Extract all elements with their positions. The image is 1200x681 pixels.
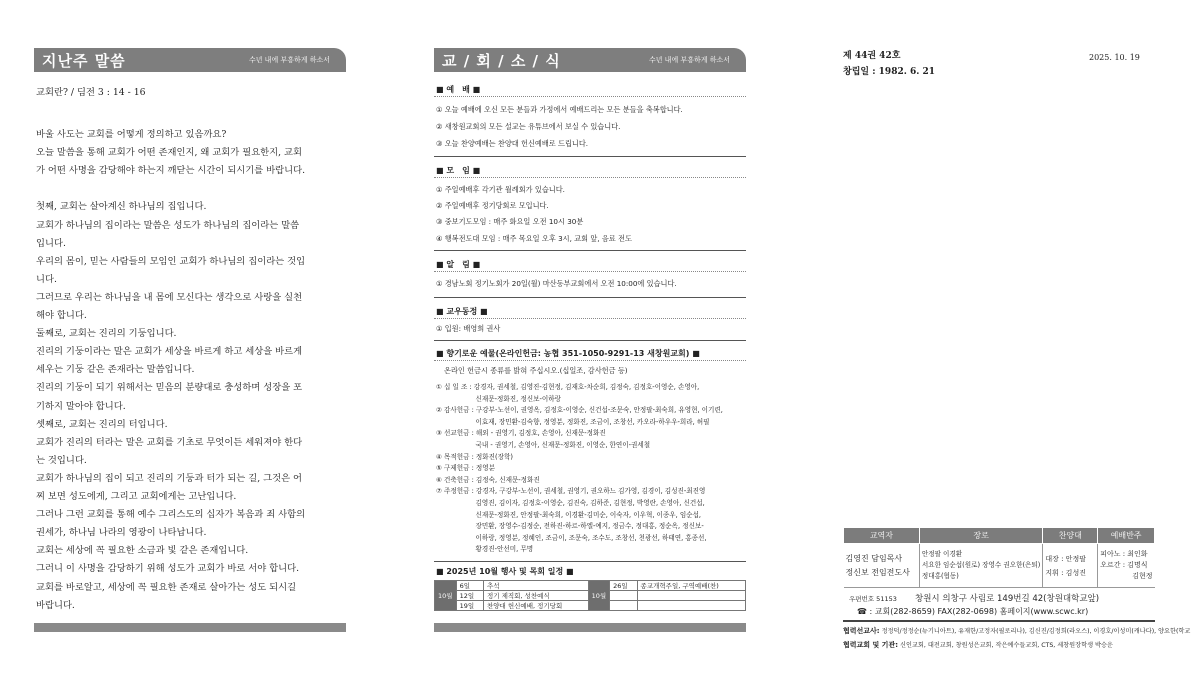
event-text-empty [637,601,745,611]
offering-line: ② 감사헌금 : 구강부-노선이, 권영옥, 김정호-이영순, 신건섭-조문숙, 안정팔-최숙희, 유영현, 이기련, [436,406,723,415]
meeting-heading: ■ 모 임 ■ [436,166,481,175]
offering-line: ⑤ 구제헌금 : 정영분 [436,464,496,473]
clergy-name: 김영진 담임목사 [845,553,903,563]
sermon-line: 교회가 하나님의 집이라는 말씀은 성도가 하나님의 집이라는 말씀 [36,219,300,231]
sermon-line: 해야 합니다. [36,310,87,321]
volume-number: 제 44권 42호 [843,51,901,61]
divider [434,96,746,97]
mission-text: 정정덕/정정순(뉴기니아트), 유재한/고정자(필로리나), 김신진/김정희(라오스), 이경호/이성미(캐나다), 양요한(학교 [881,628,1191,635]
meeting-item: ④ 행복전도대 모임 : 매주 목요일 오후 3시, 교회 앞, 음료 전도 [436,234,632,243]
staff-header: 교역자 [844,528,920,544]
notice-heading: ■ 알 림 ■ [436,260,481,269]
schedule-heading: ■ 2025년 10월 행사 및 목회 일정 ■ [436,567,574,576]
staff-header: 예배반주 [1098,528,1155,544]
schedule-month: 10월 [588,581,610,611]
pianist: 피아노 : 최인화 [1100,550,1148,558]
offering-line: 국내 - 권영기, 손영아, 신재문-정화진, 이영순, 한연이-권세철 [436,441,651,449]
clergy-cell [844,544,920,588]
divider [434,156,746,157]
choir-cell [1043,544,1098,588]
staff-table [843,527,1155,588]
event-text: 찬양대 헌신예배, 정기당회 [483,601,588,611]
church-news-panel [434,48,746,610]
church-contact: ☎ : 교회(282-8659) FAX(282-0698) 홈페이지(www.scwc.kr) [857,607,1089,616]
event-text: 추석 [483,581,588,591]
offering-line: ③ 선교헌금 : 해외 - 권영기, 김정호, 손영아, 신재문-정화진 [436,429,606,438]
worship-item: ③ 오늘 찬양예배는 찬양대 헌신예배로 드립니다. [436,139,589,148]
sermon-line: 그러나 그런 교회를 통해 예수 그리스도의 십자가 복음과 죄 사함의 [36,509,306,521]
sermon-line: 교회가 하나님의 집이 되고 진리의 기둥과 터가 되는 길, 그것은 어 [36,472,303,484]
event-day: 12일 [456,591,483,601]
sermon-reference: 교회란? / 딤전 3 : 14 - 16 [36,87,146,98]
event-day: 6일 [456,581,483,591]
worship-item: ② 새창원교회의 모든 설교는 유튜브에서 보실 수 있습니다. [436,122,621,131]
offering-line: 장민환, 장영수-김정순, 전하진-하르-하엘-예지, 정금수, 정대홍, 정순옥, 정신보- [436,522,704,531]
sermon-line: 바랍니다. [36,599,75,611]
divider [434,561,746,562]
news-header [434,48,746,72]
worship-heading: ■ 예 배 ■ [436,85,481,94]
sermon-header [34,48,346,72]
sermon-line: 권세가, 하나님 나라의 영광이 나타납니다. [36,527,207,539]
event-day-empty [610,591,637,601]
sermon-line: 오늘 말씀을 통해 교회가 어떤 존재인지, 왜 교회가 필요한지, 교회 [36,147,303,159]
organist: 오르간 : 김명식 [1100,561,1148,569]
sermon-line: 우리의 몸이, 믿는 사람들의 모임인 교회가 하나님의 집이라는 것입 [36,255,306,267]
clergy-name: 정신보 전임전도사 [845,567,910,577]
members-heading: ■ 교우동정 ■ [436,307,488,316]
meeting-item: ② 주일예배후 정기당회로 모입니다. [436,201,549,210]
event-day: 19일 [456,601,483,611]
sermon-line: 세우는 기둥 같은 존재라는 말씀입니다. [36,364,195,376]
middle-footer-bar [434,623,746,632]
sermon-panel [34,48,346,611]
sermon-line: 는 것입니다. [36,454,87,466]
meeting-item: ① 주일예배후 각기관 월례회가 있습니다. [436,185,565,194]
offering-line: 김영진, 김이자, 김정호-이영순, 김진숙, 김하준, 김현정, 박영란, 손영아, 신건섭, [436,499,705,507]
divider [434,360,746,361]
bulletin-date: 2025. 10. 19 [1089,53,1140,62]
organist-second: 김현정 [1132,572,1153,580]
divider [434,271,746,272]
sermon-line: 그러니 이 사명을 감당하기 위해 성도가 교회가 바로 서야 합니다. [36,563,300,575]
divider [434,297,746,298]
mission-label: 협력선교사: [843,627,880,635]
divider [434,318,746,319]
sermon-title: 지난주 말씀 [42,52,126,70]
offering-line: ④ 목적헌금 : 정화진(장학) [436,452,513,461]
sermon-line: 진리의 기둥이라는 말은 교회가 세상을 바르게 하고 세상을 바르게 [36,346,303,358]
sermon-line: 진리의 기둥이 되기 위해서는 믿음의 분량대로 충성하며 성장을 포 [36,382,303,394]
notice-item: ① 경남노회 정기노회가 20일(월) 마산동부교회에서 오전 10:00에 있습니다. [436,279,677,288]
accompany-cell [1098,544,1155,588]
sermon-line: 찌 보면 성도에게, 그리고 교회에게는 고난입니다. [36,491,237,502]
sermon-line: 바울 사도는 교회를 어떻게 정의하고 있음까요? [36,129,227,140]
sermon-line: 입니다. [36,237,66,249]
sermon-line: 교회가 진리의 터라는 말은 교회를 기초로 무엇이든 세워져야 한다 [36,436,303,448]
news-title: 교 / 회 / 소 / 식 [442,52,561,70]
sermon-line: 둘째로, 교회는 진리의 기둥입니다. [36,328,177,340]
event-text-empty [637,591,745,601]
postal-code: 우편번호 51153 [849,595,897,603]
elder-names: 정대홍(협동) [921,572,959,580]
schedule-month: 10월 [435,581,457,611]
sermon-subtitle: 수년 내에 부흥하게 하소서 [248,56,330,64]
offering-line: 신재문-정화진, 정신보-이하랑 [436,394,561,403]
staff-header: 장로 [919,528,1043,544]
founding-date: 창립일 : 1982. 6. 21 [843,67,936,77]
partner-label: 협력교회 및 기관: [843,641,899,649]
schedule-table [434,580,746,611]
elder-names: 서요한 임순섭(원로) 장영수 권오한(은퇴) [921,561,1041,569]
news-subtitle: 수년 내에 부흥하게 하소서 [648,56,730,64]
event-text: 정기 제직회, 성찬예식 [483,591,588,601]
sermon-line: 교회는 세상에 꼭 필요한 소금과 빛 같은 존재입니다. [36,545,249,557]
offering-note: 온라인 헌금시 종류를 밝혀 주십시오.(십일조, 감사헌금 등) [444,366,628,375]
sermon-line: 교회를 바로알고, 세상에 꼭 필요한 존재로 살아가는 성도 되시길 [36,581,297,593]
divider [434,340,746,341]
partner-line [843,640,1113,650]
sermon-line: 첫째, 교회는 살아계신 하나님의 집입니다. [36,201,207,213]
divider [434,250,746,251]
offering-line: ⑦ 주정헌금 : 강경자, 구강부-노선이, 권세철, 권영기, 권오하느 김가영, 김경이, 김성진-최진영 [436,487,706,496]
event-text: 종교개혁주일, 구역예배(찬) [637,581,745,591]
offering-line: 신재문-정화진, 안정팔-최숙희, 이경환-김미순, 이숙자, 이우혁, 이종우, 임순섭, [436,510,702,519]
sermon-line: 기하지 말아야 합니다. [36,400,126,412]
offering-line: ⑥ 건축헌금 : 김정숙, 신재문-정화진 [436,475,540,484]
offering-line: ① 십 일 조 : 강경자, 권세철, 김영진-김현정, 김재호-차순희, 김정숙, 김정호-이영순, 손영아, [436,383,700,391]
elder-names: 안정팔 이경환 [921,550,963,558]
members-item: ① 입원: 배영희 권사 [436,324,501,333]
staff-header: 찬양대 [1043,528,1098,544]
choir-leader: 대장 : 안정팔 [1045,554,1086,563]
sermon-line: 셋째로, 교회는 진리의 터입니다. [36,418,168,430]
offering-heading: ■ 향기로운 예물(온라인헌금: 농협 351-1050-9291-13 새창원교회) ■ [436,349,700,358]
worship-item: ① 오늘 예배에 오신 모든 분들과 가정에서 예배드리는 모든 분들을 축복합니다. [436,105,683,114]
sermon-line: 그러므로 우리는 하나님을 내 몸에 모신다는 생각으로 사랑을 실천 [36,291,303,303]
church-address: 창원시 의창구 사림로 149번길 42(창원대학교앞) [915,594,1100,604]
meeting-item: ③ 중보기도모임 : 매주 화요일 오전 10시 30분 [436,217,584,226]
sermon-line: 가 어떤 사명을 감당해야 하는지 깨닫는 시간이 되시기를 바랍니다. [36,165,306,177]
event-day: 26일 [610,581,637,591]
elders-cell [919,544,1043,588]
divider [434,177,746,178]
offering-line: 이효재, 장민환-김숙향, 정영분, 정화진, 조금이, 조창선, 카오라-하우우-희라, 허필 [436,417,710,426]
offering-line: 황경진-안선미, 무명 [436,545,534,554]
divider [843,620,1155,622]
event-day-empty [610,601,637,611]
choir-conductor: 지휘 : 김성진 [1045,568,1086,577]
mission-line [843,626,1190,636]
partner-text: 신인교회, 대전교회, 창원성은교회, 작은예수들교회, CTS, 세창원장학생 박승운 [899,642,1113,649]
left-footer-bar [34,623,346,632]
sermon-line: 니다. [36,273,57,285]
offering-line: 이하랑, 정영분, 정혜인, 조금이, 조문숙, 조수도, 조창선, 천광선, 하태연, 홍종선, [436,533,707,542]
